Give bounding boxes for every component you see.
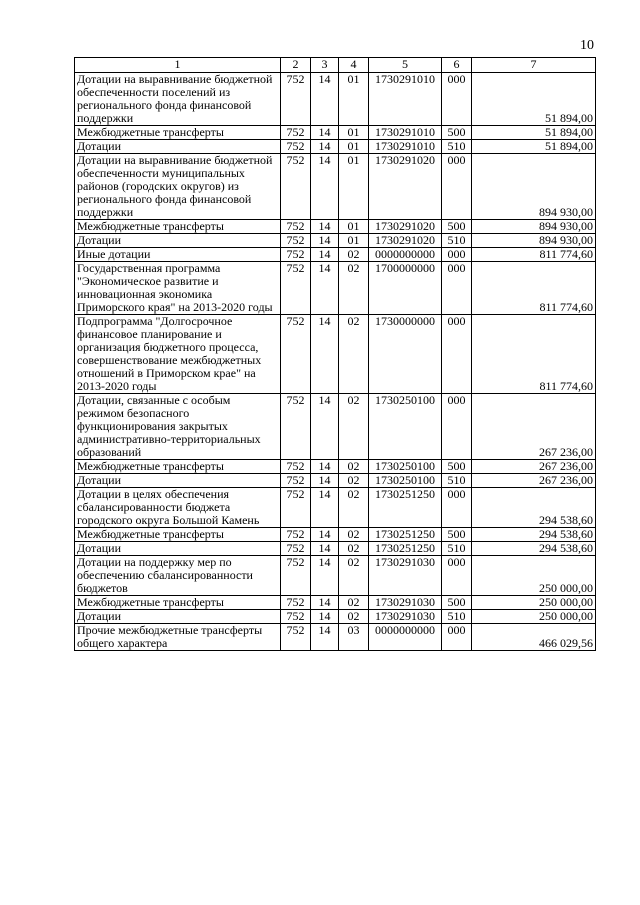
- table-row: [75, 556, 596, 596]
- row-name-cell: Дотации, связанные с особым режимом безопасного функционирования закрытых административно-территориальных образований: [75, 394, 281, 460]
- row-name-cell: Дотации в целях обеспечения сбалансированности бюджета городского округа Большой Камень: [75, 488, 281, 528]
- row-admin-code-cell: 752: [281, 528, 311, 542]
- row-section-cell: 14: [311, 610, 339, 624]
- row-admin-code-cell: 752: [281, 542, 311, 556]
- row-name-cell: Дотации: [75, 140, 281, 154]
- row-expense-type-cell: 510: [442, 234, 472, 248]
- header-cell: 6: [442, 58, 472, 73]
- row-subsection-cell: 02: [339, 528, 369, 542]
- page-number: 10: [580, 38, 594, 53]
- header-cell: 5: [369, 58, 442, 73]
- row-section-cell: 14: [311, 596, 339, 610]
- row-subsection-cell: 02: [339, 474, 369, 488]
- row-section-cell: 14: [311, 315, 339, 394]
- row-subsection-cell: 02: [339, 542, 369, 556]
- row-amount-cell: 51 894,00: [472, 73, 596, 126]
- row-amount-cell: 811 774,60: [472, 315, 596, 394]
- row-expense-type-cell: 000: [442, 73, 472, 126]
- row-subsection-cell: 01: [339, 126, 369, 140]
- row-subsection-cell: 02: [339, 262, 369, 315]
- row-name-cell: Дотации на выравнивание бюджетной обеспеченности муниципальных районов (городских округов) из регионального фонда финансовой поддержки: [75, 154, 281, 220]
- row-subsection-cell: 02: [339, 610, 369, 624]
- row-admin-code-cell: 752: [281, 220, 311, 234]
- row-admin-code-cell: 752: [281, 460, 311, 474]
- header-cell: 2: [281, 58, 311, 73]
- row-admin-code-cell: 752: [281, 140, 311, 154]
- table-row: [75, 596, 596, 610]
- header-cell: 1: [75, 58, 281, 73]
- row-expense-type-cell: 000: [442, 488, 472, 528]
- row-target-article-cell: 0000000000: [369, 248, 442, 262]
- row-section-cell: 14: [311, 556, 339, 596]
- table-row: [75, 234, 596, 248]
- row-expense-type-cell: 510: [442, 542, 472, 556]
- row-section-cell: 14: [311, 262, 339, 315]
- row-subsection-cell: 01: [339, 234, 369, 248]
- row-admin-code-cell: 752: [281, 126, 311, 140]
- row-target-article-cell: 1730291020: [369, 154, 442, 220]
- row-subsection-cell: 02: [339, 460, 369, 474]
- row-section-cell: 14: [311, 488, 339, 528]
- row-target-article-cell: 1730250100: [369, 474, 442, 488]
- table-row: [75, 248, 596, 262]
- row-name-cell: Дотации: [75, 542, 281, 556]
- row-amount-cell: 811 774,60: [472, 262, 596, 315]
- row-subsection-cell: 02: [339, 488, 369, 528]
- row-subsection-cell: 01: [339, 154, 369, 220]
- row-admin-code-cell: 752: [281, 596, 311, 610]
- row-subsection-cell: 02: [339, 556, 369, 596]
- header-cell: 4: [339, 58, 369, 73]
- row-subsection-cell: 02: [339, 596, 369, 610]
- row-name-cell: Прочие межбюджетные трансферты общего характера: [75, 624, 281, 651]
- row-name-cell: Межбюджетные трансферты: [75, 596, 281, 610]
- row-section-cell: 14: [311, 220, 339, 234]
- row-target-article-cell: 1730291020: [369, 220, 442, 234]
- row-target-article-cell: 0000000000: [369, 624, 442, 651]
- row-expense-type-cell: 500: [442, 460, 472, 474]
- budget-table: [74, 57, 596, 651]
- table-row: [75, 140, 596, 154]
- row-expense-type-cell: 000: [442, 315, 472, 394]
- table-row: [75, 542, 596, 556]
- row-expense-type-cell: 500: [442, 126, 472, 140]
- row-expense-type-cell: 000: [442, 248, 472, 262]
- row-name-cell: Иные дотации: [75, 248, 281, 262]
- row-name-cell: Дотации на поддержку мер по обеспечению сбалансированности бюджетов: [75, 556, 281, 596]
- row-name-cell: Дотации на выравнивание бюджетной обеспеченности поселений из регионального фонда финансовой поддержки: [75, 73, 281, 126]
- row-amount-cell: 250 000,00: [472, 610, 596, 624]
- row-section-cell: 14: [311, 624, 339, 651]
- table-row: [75, 474, 596, 488]
- row-admin-code-cell: 752: [281, 315, 311, 394]
- row-target-article-cell: 1700000000: [369, 262, 442, 315]
- row-section-cell: 14: [311, 73, 339, 126]
- table-row: [75, 460, 596, 474]
- row-name-cell: Государственная программа "Экономическое развитие и инновационная экономика Приморского края" на 2013-2020 годы: [75, 262, 281, 315]
- header-cell: 7: [472, 58, 596, 73]
- row-target-article-cell: 1730291020: [369, 234, 442, 248]
- row-admin-code-cell: 752: [281, 488, 311, 528]
- table-row: [75, 154, 596, 220]
- table-header-row: [75, 58, 596, 73]
- row-amount-cell: 894 930,00: [472, 220, 596, 234]
- table-row: [75, 528, 596, 542]
- row-target-article-cell: 1730291030: [369, 610, 442, 624]
- row-name-cell: Дотации: [75, 234, 281, 248]
- row-expense-type-cell: 000: [442, 394, 472, 460]
- row-amount-cell: 267 236,00: [472, 460, 596, 474]
- row-section-cell: 14: [311, 460, 339, 474]
- table-row: [75, 394, 596, 460]
- row-admin-code-cell: 752: [281, 474, 311, 488]
- row-amount-cell: 294 538,60: [472, 528, 596, 542]
- row-name-cell: Дотации: [75, 474, 281, 488]
- row-expense-type-cell: 000: [442, 624, 472, 651]
- row-expense-type-cell: 000: [442, 262, 472, 315]
- row-subsection-cell: 02: [339, 394, 369, 460]
- row-subsection-cell: 02: [339, 248, 369, 262]
- row-subsection-cell: 01: [339, 73, 369, 126]
- row-target-article-cell: 1730291010: [369, 126, 442, 140]
- row-section-cell: 14: [311, 474, 339, 488]
- row-target-article-cell: 1730251250: [369, 542, 442, 556]
- row-expense-type-cell: 510: [442, 474, 472, 488]
- table-row: [75, 610, 596, 624]
- row-expense-type-cell: 500: [442, 220, 472, 234]
- row-admin-code-cell: 752: [281, 154, 311, 220]
- row-subsection-cell: 02: [339, 315, 369, 394]
- row-amount-cell: 51 894,00: [472, 140, 596, 154]
- row-section-cell: 14: [311, 140, 339, 154]
- row-admin-code-cell: 752: [281, 394, 311, 460]
- row-amount-cell: 267 236,00: [472, 394, 596, 460]
- row-name-cell: Межбюджетные трансферты: [75, 220, 281, 234]
- row-amount-cell: 894 930,00: [472, 234, 596, 248]
- row-amount-cell: 894 930,00: [472, 154, 596, 220]
- row-section-cell: 14: [311, 528, 339, 542]
- row-expense-type-cell: 510: [442, 610, 472, 624]
- row-target-article-cell: 1730250100: [369, 460, 442, 474]
- row-expense-type-cell: 000: [442, 154, 472, 220]
- row-name-cell: Подпрограмма "Долгосрочное финансовое планирование и организация бюджетного процесса, совершенствование межбюджетных отношений в Приморском крае" на 2013-2020 годы: [75, 315, 281, 394]
- row-target-article-cell: 1730251250: [369, 528, 442, 542]
- row-name-cell: Межбюджетные трансферты: [75, 126, 281, 140]
- row-section-cell: 14: [311, 154, 339, 220]
- row-expense-type-cell: 500: [442, 528, 472, 542]
- row-amount-cell: 267 236,00: [472, 474, 596, 488]
- row-target-article-cell: 1730250100: [369, 394, 442, 460]
- row-admin-code-cell: 752: [281, 234, 311, 248]
- row-section-cell: 14: [311, 542, 339, 556]
- row-target-article-cell: 1730000000: [369, 315, 442, 394]
- row-amount-cell: 294 538,60: [472, 542, 596, 556]
- row-target-article-cell: 1730291010: [369, 140, 442, 154]
- row-name-cell: Дотации: [75, 610, 281, 624]
- table-row: [75, 73, 596, 126]
- row-section-cell: 14: [311, 248, 339, 262]
- table-row: [75, 624, 596, 651]
- row-target-article-cell: 1730291030: [369, 556, 442, 596]
- row-admin-code-cell: 752: [281, 610, 311, 624]
- row-target-article-cell: 1730291010: [369, 73, 442, 126]
- table-row: [75, 220, 596, 234]
- row-name-cell: Межбюджетные трансферты: [75, 460, 281, 474]
- row-target-article-cell: 1730291030: [369, 596, 442, 610]
- row-amount-cell: 811 774,60: [472, 248, 596, 262]
- row-expense-type-cell: 500: [442, 596, 472, 610]
- row-admin-code-cell: 752: [281, 624, 311, 651]
- row-expense-type-cell: 000: [442, 556, 472, 596]
- row-admin-code-cell: 752: [281, 248, 311, 262]
- row-amount-cell: 466 029,56: [472, 624, 596, 651]
- row-name-cell: Межбюджетные трансферты: [75, 528, 281, 542]
- row-subsection-cell: 01: [339, 220, 369, 234]
- row-subsection-cell: 03: [339, 624, 369, 651]
- row-admin-code-cell: 752: [281, 556, 311, 596]
- row-subsection-cell: 01: [339, 140, 369, 154]
- row-amount-cell: 51 894,00: [472, 126, 596, 140]
- row-target-article-cell: 1730251250: [369, 488, 442, 528]
- row-section-cell: 14: [311, 394, 339, 460]
- row-amount-cell: 250 000,00: [472, 556, 596, 596]
- table-row: [75, 488, 596, 528]
- header-cell: 3: [311, 58, 339, 73]
- row-admin-code-cell: 752: [281, 262, 311, 315]
- row-amount-cell: 294 538,60: [472, 488, 596, 528]
- row-section-cell: 14: [311, 234, 339, 248]
- row-section-cell: 14: [311, 126, 339, 140]
- row-expense-type-cell: 510: [442, 140, 472, 154]
- row-admin-code-cell: 752: [281, 73, 311, 126]
- table-row: [75, 315, 596, 394]
- table-row: [75, 262, 596, 315]
- row-amount-cell: 250 000,00: [472, 596, 596, 610]
- table-row: [75, 126, 596, 140]
